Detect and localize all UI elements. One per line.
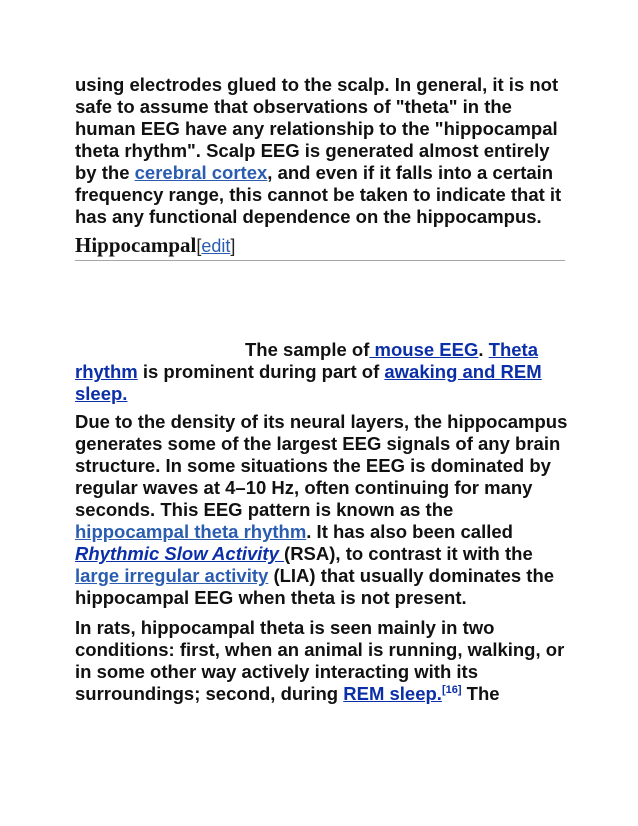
caption-text-3: is prominent during part of bbox=[137, 361, 385, 382]
section-heading-hippocampal bbox=[75, 232, 565, 261]
intro-text-2: , and even if it falls into a certain frequency range, this cannot be taken to indicate that it has any functional dependence on the hippocampus. bbox=[75, 162, 562, 227]
edit-link[interactable]: edit bbox=[201, 236, 231, 256]
awaking-rem-sleep-link[interactable]: awaking and REM sleep. bbox=[75, 361, 542, 404]
theta-rhythm-link[interactable]: Theta rhythm bbox=[75, 339, 538, 382]
main-text-3: (RSA), to contrast it with the bbox=[284, 543, 533, 564]
main-text-4: (LIA) that usually dominates the hippocampal EEG when theta is not present. bbox=[75, 565, 555, 608]
mouse-eeg-link[interactable]: mouse EEG bbox=[369, 339, 479, 360]
edit-bracket-open: [ bbox=[196, 236, 202, 256]
rats-paragraph bbox=[75, 617, 570, 705]
main-paragraph bbox=[75, 411, 570, 609]
reference-16[interactable]: [16] bbox=[441, 683, 462, 696]
section-title: Hippocampal bbox=[75, 233, 197, 257]
rats-text-2: The bbox=[461, 683, 500, 704]
cerebral-cortex-link[interactable]: cerebral cortex bbox=[134, 162, 268, 183]
hippocampal-theta-rhythm-link[interactable]: hippocampal theta rhythm bbox=[75, 521, 307, 542]
figure-caption bbox=[75, 339, 570, 405]
large-irregular-activity-link[interactable]: large irregular activity bbox=[75, 565, 269, 586]
rats-text-1: In rats, hippocampal theta is seen mainly in two conditions: first, when an animal is running, walking, or in some other way actively interacting with its surroundings; second, during bbox=[75, 617, 565, 704]
intro-paragraph bbox=[75, 74, 570, 228]
main-text-1: Due to the density of its neural layers, the hippocampus generates some of the largest EEG signals of any brain structure. In some situations the EEG is dominated by regular waves at 4–10 Hz, often continuing for many seconds. This EEG pattern is known as the bbox=[75, 411, 568, 520]
figure-placeholder bbox=[75, 261, 570, 339]
rhythmic-slow-activity-link[interactable]: Rhythmic Slow Activity bbox=[75, 543, 285, 564]
main-text-2: . It has also been called bbox=[306, 521, 513, 542]
caption-text-1: The sample of bbox=[245, 339, 370, 360]
document-page bbox=[75, 74, 570, 705]
intro-text-1: using electrodes glued to the scalp. In general, it is not safe to assume that observations of "theta" in the human EEG have any relationship to the "hippocampal theta rhythm". Scalp EEG is generated almost entirely by the bbox=[75, 74, 559, 183]
rem-sleep-link[interactable]: REM sleep. bbox=[343, 683, 442, 704]
edit-bracket-close: ] bbox=[230, 236, 236, 256]
caption-text-2: . bbox=[478, 339, 489, 360]
